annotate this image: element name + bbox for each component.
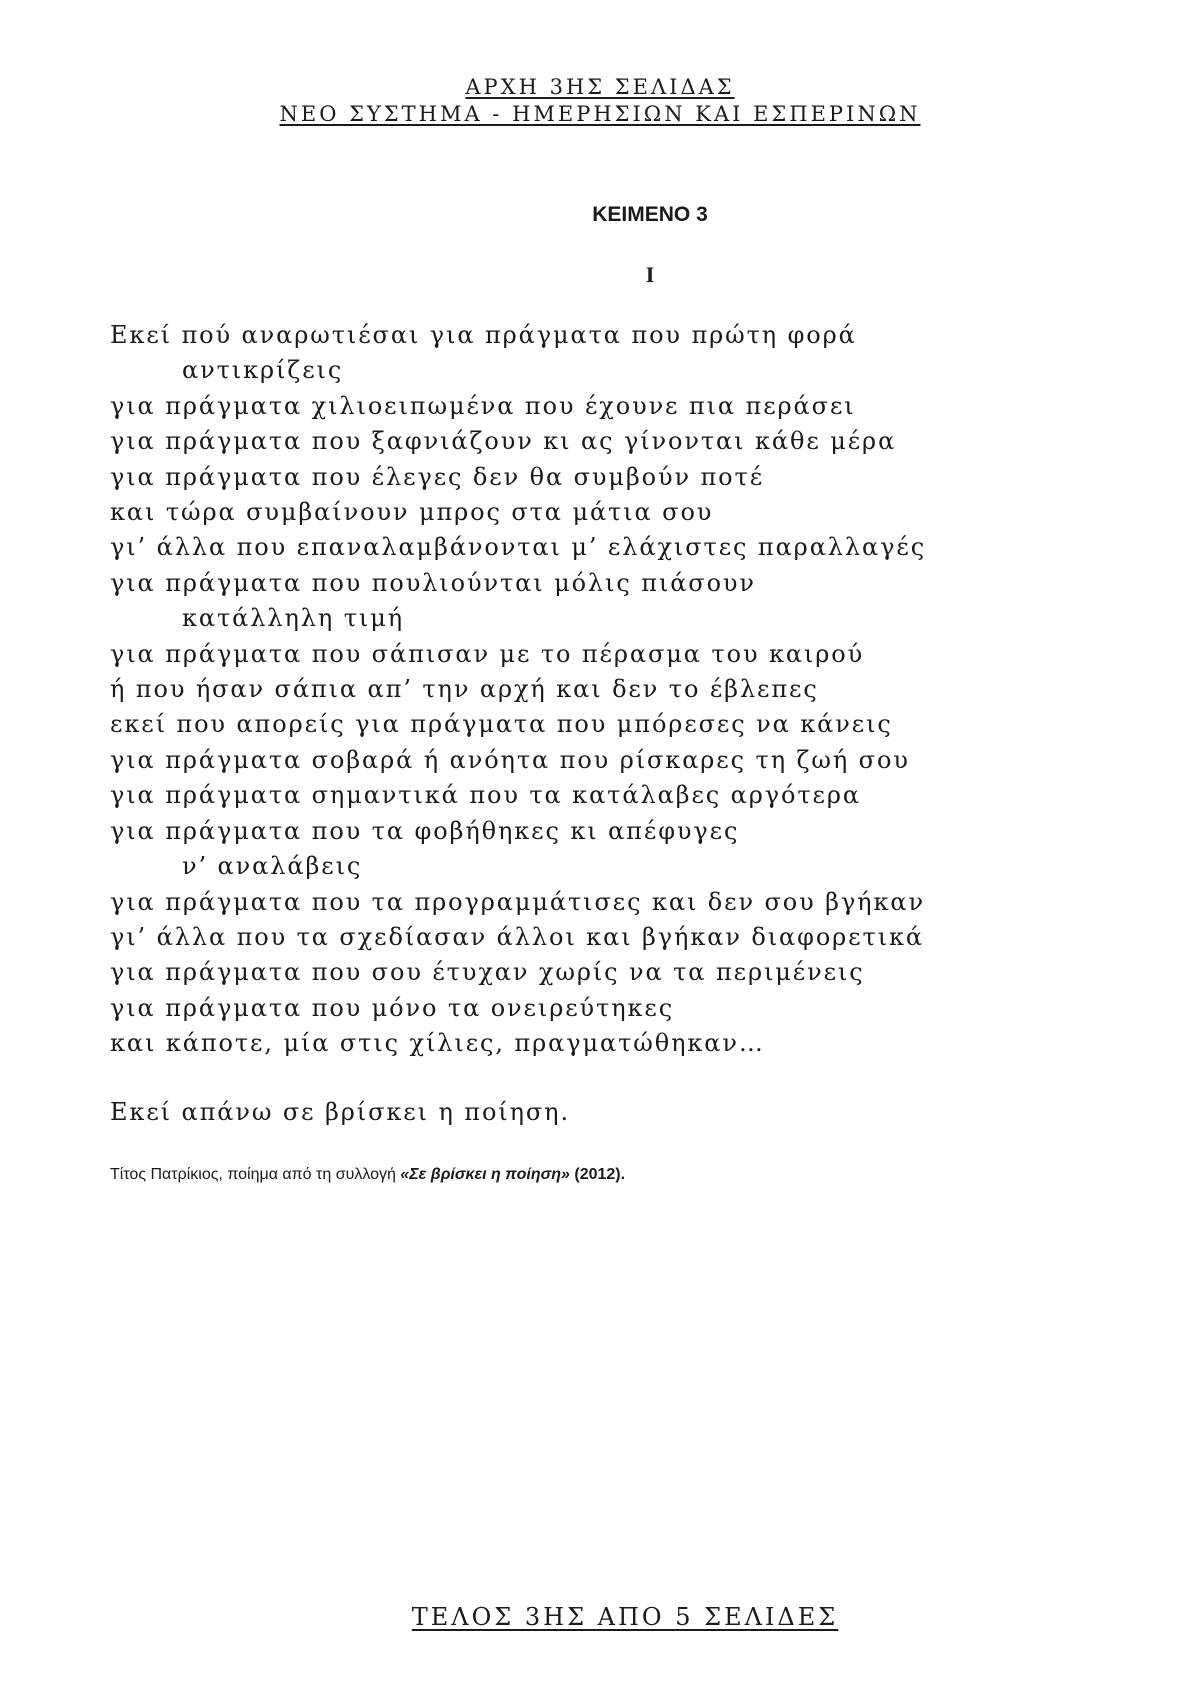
poem-line: κατάλληλη τιμή [182, 604, 404, 633]
poem-line: ή που ήσαν σάπια απ’ την αρχή και δεν το έβλεπες [110, 675, 819, 704]
attribution-year: (2012). [569, 1166, 626, 1183]
poem-line: για πράγματα που ξαφνιάζουν κι ας γίνονται κάθε μέρα [110, 427, 897, 456]
header-line-1: ΑΡΧΗ 3ΗΣ ΣΕΛΙΔΑΣ [465, 75, 735, 99]
poem-body [110, 318, 1110, 1062]
poem-line: για πράγματα που πουλιούνται μόλις πιάσουν [110, 568, 756, 597]
poem-line: για πράγματα που τα προγραμμάτισες και δεν σου βγήκαν [110, 887, 925, 916]
attribution-author: Τίτος Πατρίκιος, ποίημα από τη συλλογή [110, 1166, 401, 1183]
poem-line: για πράγματα που σάπισαν με το πέρασμα του καιρού [110, 639, 865, 668]
poem-line: εκεί που απορείς για πράγματα που μπόρεσες να κάνεις [110, 710, 893, 739]
section-number: I [645, 262, 655, 287]
poem-line: για πράγματα που τα φοβήθηκες κι απέφυγες [110, 816, 740, 845]
poem-line: γι’ άλλα που τα σχεδίασαν άλλοι και βγήκαν διαφορετικά [110, 922, 925, 951]
page-footer: ΤΕΛΟΣ 3ΗΣ ΑΠΟ 5 ΣΕΛΙΔΕΣ [411, 1603, 839, 1631]
poem-line: και κάποτε, μία στις χίλιες, πραγματώθηκαν… [110, 1029, 765, 1058]
poem-line: Εκεί πού αναρωτιέσαι για πράγματα που πρώτη φορά [110, 321, 857, 349]
poem-line: για πράγματα σοβαρά ή ανόητα που ρίσκαρες τη ζωή σου [110, 745, 910, 774]
poem-line: για πράγματα χιλιοειπωμένα που έχουνε πια περάσει [110, 391, 856, 420]
poem-line: για πράγματα που σου έτυχαν χωρίς να τα περιμένεις [110, 958, 865, 987]
poem-line: γι’ άλλα που επαναλαμβάνονται μ’ ελάχιστες παραλλαγές [110, 533, 927, 562]
poem-line: και τώρα συμβαίνουν μπρος στα μάτια σου [110, 498, 714, 527]
poem-line: ν’ αναλάβεις [182, 852, 363, 881]
text-title: ΚΕΙΜΕΝΟ 3 [592, 203, 708, 226]
poem-line: για πράγματα που έλεγες δεν θα συμβούν ποτέ [110, 462, 765, 491]
poem-line: για πράγματα σημαντικά που τα κατάλαβες αργότερα [110, 781, 862, 810]
poem-attribution [110, 1166, 625, 1184]
poem-line: αντικρίζεις [182, 356, 344, 385]
attribution-book-title: «Σε βρίσκει η ποίηση» [400, 1166, 570, 1183]
poem-closing-line: Εκεί απάνω σε βρίσκει η ποίηση. [110, 1098, 570, 1126]
page-header [0, 74, 1200, 128]
poem-line: για πράγματα που μόνο τα ονειρεύτηκες [110, 993, 675, 1022]
header-line-2: ΝΕΟ ΣΥΣΤΗΜΑ - ΗΜΕΡΗΣΙΩΝ ΚΑΙ ΕΣΠΕΡΙΝΩΝ [279, 102, 921, 126]
